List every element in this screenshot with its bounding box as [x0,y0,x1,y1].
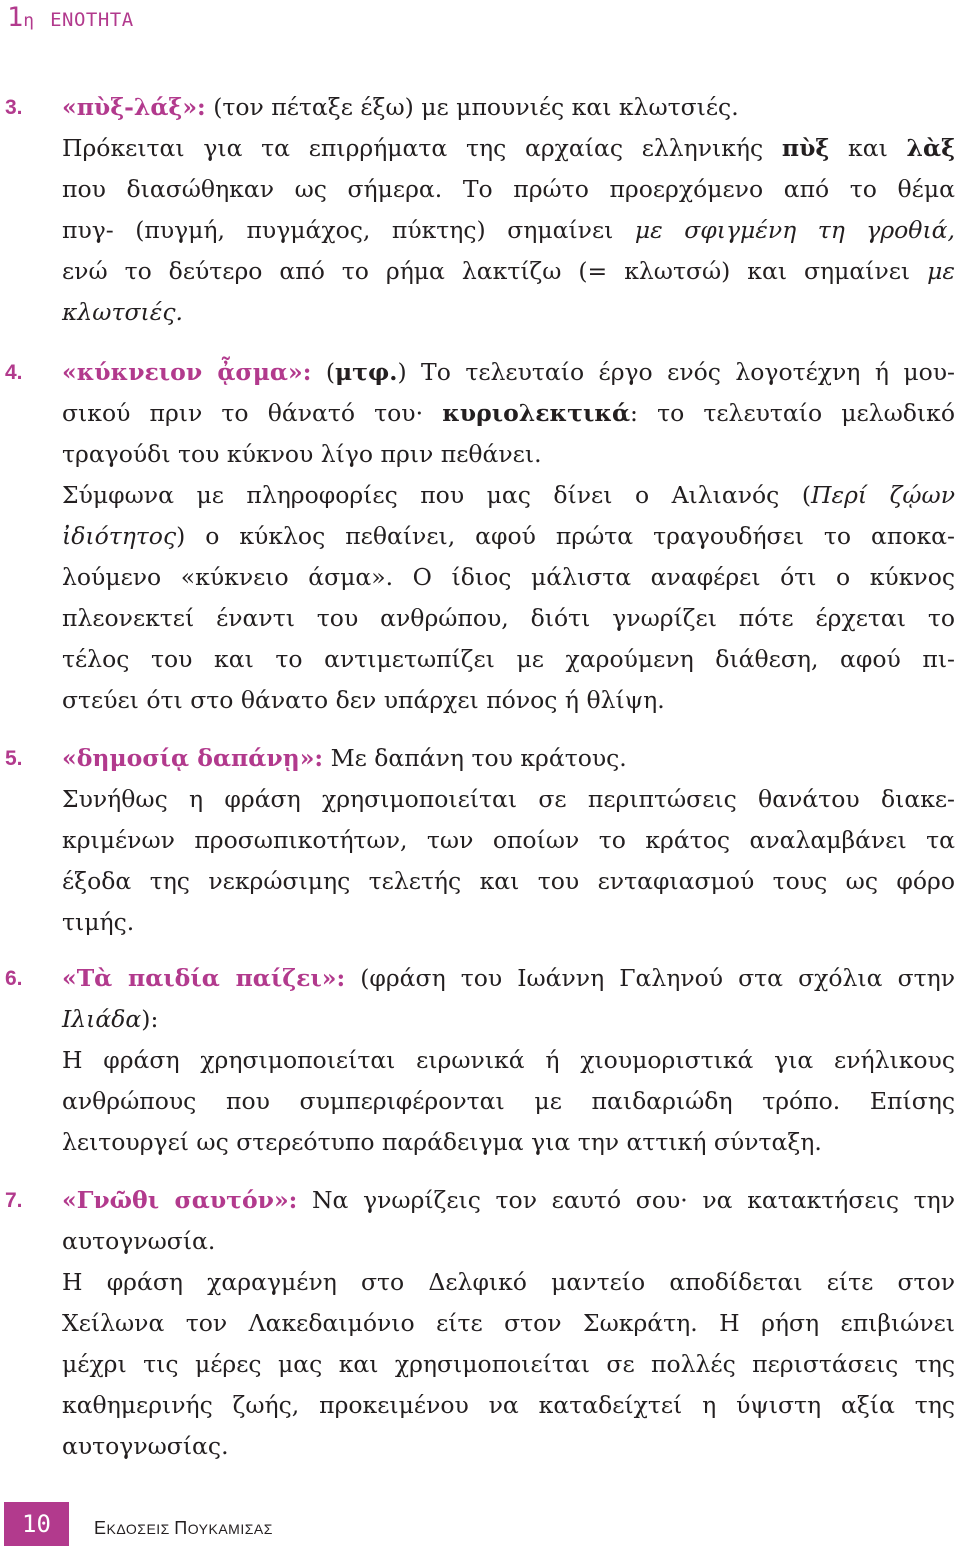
text-line: που διασώθηκαν ως σήμερα. Το πρώτο προερχόμενο από το θέμα [62,175,955,203]
section-header [7,2,134,33]
term: «Τὰ παιδία παίζει»: [62,964,346,992]
item-number: 6. [5,967,23,990]
item-body [62,87,955,333]
text-line: πυγ- (πυγμή, πυγμάχος, πύκτης) σημαίνει με σφιγμένη τη γροθιά, [62,216,955,244]
text-line: στεύει ότι στο θάνατο δεν υπάρχει πόνος ή θλίψη. [62,686,665,714]
text-line: λούμενο «κύκνειο άσμα». Ο ίδιος μάλιστα αναφέρει ότι ο κύκνος [62,563,955,591]
text-line: Χείλωνα τον Λακεδαιμόνιο είτε στον Σωκράτη. Η ρήση επιβιώνει [62,1309,955,1337]
text-line: ενώ το δεύτερο από το ρήμα λακτίζω (= κλωτσώ) και σημαίνει με [62,257,955,285]
text-line: ἰδιότητος) ο κύκλος πεθαίνει, αφού πρώτα τραγουδήσει το αποκα- [62,522,955,550]
term: «Γνῶθι σαυτόν»: [62,1186,298,1214]
text-line: τέλος του και το αντιμετωπίζει με χαρούμενη διάθεση, αφού πι- [62,645,955,673]
text-line: Σύμφωνα με πληροφορίες που μας δίνει ο Αιλιανός (Περί ζῴων [62,481,955,509]
term: «κύκνειον ᾆσμα»: [62,358,312,386]
term: «πὺξ-λάξ»: [62,93,206,121]
text-line: αυτογνωσία. [62,1227,216,1255]
text-line: Ιλιάδα): [62,1005,159,1033]
term: «δημοσίᾳ δαπάνῃ»: [62,744,324,772]
text-line: αυτογνωσίας. [62,1432,229,1460]
section-number-suffix: η [23,10,35,31]
item-number: 7. [5,1189,23,1212]
section-number: 1 [7,2,24,33]
text-line: κριμένων προσωπικοτήτων, των οποίων το κράτος αναλαμβάνει τα [62,826,955,854]
text-line: έξοδα της νεκρώσιμης τελετής και του ενταφιασμού τους ως φόρο [62,867,955,895]
text-line: κλωτσιές. [62,298,183,326]
text-line: λειτουργεί ως στερεότυπο παράδειγμα για την αττική σύνταξη. [62,1128,822,1156]
text-line: τιμής. [62,908,135,936]
item-number: 3. [5,96,23,119]
text-line: πλεονεκτεί έναντι του ανθρώπου, διότι γνωρίζει πότε έρχεται το [62,604,955,632]
text-line: μέχρι τις μέρες μας και χρησιμοποιείται σε πολλές περιστάσεις της [62,1350,955,1378]
text-line: σικού πριν το θάνατό του· κυριολεκτικά: το τελευταίο μελωδικό [62,399,955,427]
section-title: ΕΝΟΤΗΤΑ [50,9,134,31]
text-line: καθημερινής ζωής, προκειμένου να καταδείχτεί η ύψιστη αξία της [62,1391,955,1419]
text-line: Η φράση χρησιμοποιείται ειρωνικά ή χιουμοριστικά για ενήλικους [62,1046,955,1074]
text-line: τραγούδι του κύκνου λίγο πριν πεθάνει. [62,440,542,468]
text-line: Πρόκειται για τα επιρρήματα της αρχαίας ελληνικής πὺξ και λὰξ [62,134,955,162]
text-line: Συνήθως η φράση χρησιμοποιείται σε περιπτώσεις θανάτου διακε- [62,785,955,813]
item-number: 4. [5,361,23,384]
item-body [62,352,955,721]
text-line: «δημοσίᾳ δαπάνῃ»: Με δαπάνη του κράτους. [62,744,627,772]
item-body [62,1180,955,1467]
text-line: «κύκνειον ᾆσμα»: (μτφ.) Το τελευταίο έργο ενός λογοτέχνη ή μου- [62,358,955,386]
text-line: ανθρώπους που συμπεριφέρονται με παιδαριώδη τρόπο. Επίσης [62,1087,955,1115]
text-line: Η φράση χαραγμένη στο Δελφικό μαντείο αποδίδεται είτε στον [62,1268,955,1296]
item-body [62,958,955,1163]
publisher-name: ΕΚΔΟΣΕΙΣ ΠΟΥΚΑΜΙΣΑΣ [94,1518,273,1538]
text-line: «Γνῶθι σαυτόν»: Να γνωρίζεις τον εαυτό σου· να κατακτήσεις την [62,1186,955,1214]
item-number: 5. [5,747,23,770]
item-body [62,738,955,943]
text-line: «πὺξ-λάξ»: (τον πέταξε έξω) με μπουνιές και κλωτσιές. [62,93,739,121]
page-number: 10 [4,1502,69,1546]
text-line: «Τὰ παιδία παίζει»: (φράση του Ιωάννη Γαληνού στα σχόλια στην [62,964,955,992]
